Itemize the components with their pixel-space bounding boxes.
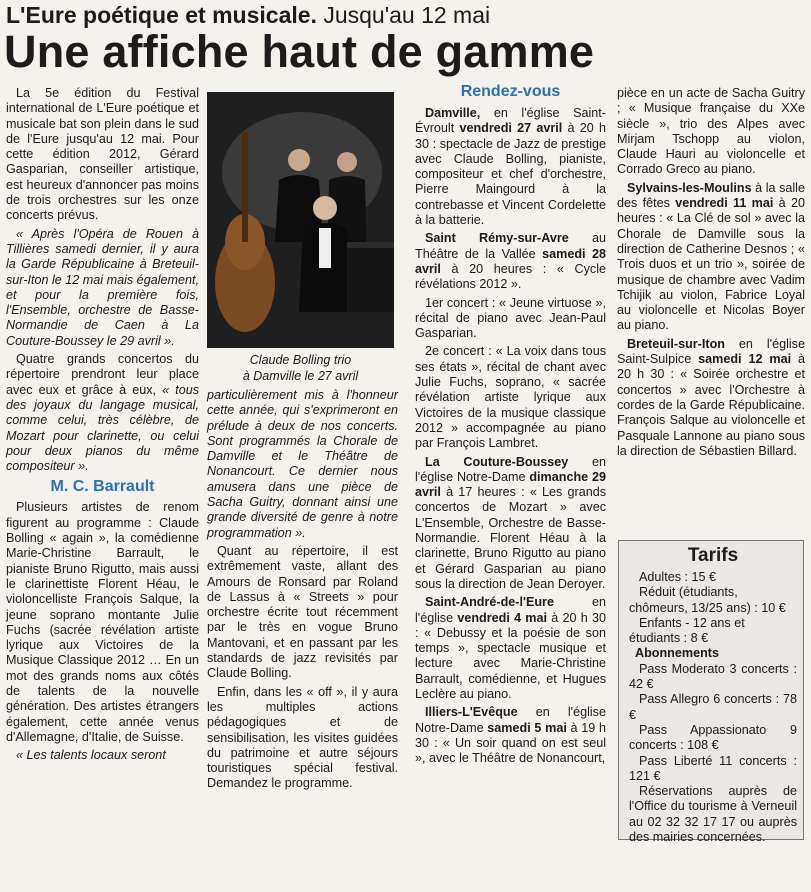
event-couture-place: La Couture-Boussey <box>425 454 569 469</box>
event-illiers-continued: pièce en un acte de Sacha Guitry ; « Musique française du XXe siècle », trio des Alpes avec Mirjam Tschopp au violon, Claude Hauri au violoncelle et Corrado Greco au piano. <box>617 86 805 177</box>
event-damville <box>415 106 606 228</box>
abonnements-heading: Abonnements <box>635 646 719 661</box>
kicker-title: L'Eure poétique et musicale. <box>6 2 317 28</box>
quote-paragraph: « Après l'Opéra de Rouen à Tillières samedi dernier, il y aura la Garde Républicaine à Breteuil-sur-Iton le 12 mai mais également, et pour la première fois, l'Ensemble, orchestre de Basse-Normandie de Caen à La Couture-Boussey le 29 avril ». <box>6 226 199 348</box>
trio-photo <box>207 92 394 348</box>
pass-appassionato: Pass Appassionato 9 concerts : 108 € <box>629 722 797 753</box>
event-couture-venue: en l'église Notre-Dame <box>415 454 606 484</box>
pass-liberte: Pass Liberté 11 concerts : 121 € <box>629 753 797 783</box>
event-breteuil-details: à 20 h 30 : « Soirée orchestre et concertos » avec l'Orchestre à cordes de la Garde Républicaine. François Salque au violoncelle et Pasquale Lannone au piano sous la direction de Sébastien Billard. <box>617 352 805 458</box>
tarif-adultes: Adultes : 15 € <box>639 570 717 584</box>
event-illiers-date: samedi 5 mai <box>487 720 567 735</box>
article-kicker <box>6 2 490 28</box>
event-illiers-details: à 19 h 30 : « Un soir quand on est seul », avec le Théâtre de Nonancourt, <box>415 720 606 766</box>
event-damville-venue: en l'église Saint-Évroult <box>415 106 606 136</box>
event-saint-andre-date: vendredi 4 mai <box>457 610 548 625</box>
off-paragraph: Enfin, dans les « off », il y aura les multiples actions pédagogiques et de sensibilisation, les visites guidées du patrimoine et autre séjours touristiques spécial festival. Demandez le programme. <box>207 684 398 791</box>
event-saint-remy-concert-2: 2e concert : « La voix dans tous ses états », récital de chant avec Julie Fuchs, soprano, « sacrée révélation artiste lyrique aux Victoires de la musique classique 2012 » accompagnée au piano par François Lambret. <box>415 344 606 451</box>
tarif-enfants: Enfants - 12 ans et étudiants : 8 € <box>629 615 745 646</box>
event-saint-remy-details: à 20 heures : « Cycle révélations 2012 ». <box>415 261 606 292</box>
event-illiers <box>415 705 606 766</box>
column-4 <box>617 86 805 462</box>
event-saint-remy-place: Saint Rémy-sur-Avre <box>425 231 569 246</box>
local-talent-continued: particulièrement mis à l'honneur cette année, qui s'exprimeront en prélude à deux de nos concerts. Sont programmés la Chorale de Damville et le Théâtre de Nonancourt. Ce dernier nous amusera dans une pièce de Sacha Guitry, donnant ainsi une grande diversité de genre à notre programmation ». <box>207 388 398 540</box>
caption-line-1: Claude Bolling trio <box>249 353 352 367</box>
event-damville-details: à 20 h 30 : spectacle de Jazz de prestige avec Claude Bolling, pianiste, compositeur et chef d'orchestre, Pierre Maingourd à la contrebasse et Vincent Cordelette à la batterie. <box>415 121 607 228</box>
photo-caption <box>207 352 394 384</box>
tarifs-box <box>618 540 804 845</box>
pass-moderato: Pass Moderato 3 concerts : 42 € <box>629 661 797 692</box>
tarifs-title: Tarifs <box>687 545 739 566</box>
event-saint-remy-date: samedi 28 avril <box>415 246 606 276</box>
event-sylvains-venue: à la salle des fêtes <box>617 180 805 211</box>
intro-paragraph: La 5e édition du Festival international de L'Eure poétique et musicale bat son plein dans le sud de l'Eure jusqu'au 12 mai. Pour cette édition 2012, Gérard Gasparian, conseiller artistique, est heureux d'annoncer pas moins de trois orchestres sur les onze concerts prévus. <box>6 86 199 223</box>
subhead-barrault: M. C. Barrault <box>50 478 155 496</box>
event-saint-andre <box>415 595 606 702</box>
event-illiers-venue: en l'église Notre-Dame <box>415 705 606 735</box>
trio-photo-illustration <box>207 92 394 348</box>
pass-allegro: Pass Allegro 6 concerts : 78 € <box>629 692 797 722</box>
event-saint-andre-venue: en l'église <box>415 595 606 625</box>
caption-line-2: à Damville le 27 avril <box>242 369 359 383</box>
column-1 <box>6 86 199 766</box>
event-damville-date: vendredi 27 avril <box>459 121 563 136</box>
artists-paragraph: Plusieurs artistes de renom figurent au programme : Claude Bolling « again », la comédienne Marie-Christine Barrault, le pianiste Bruno Rigutto, mais aussi le clarinettiste Florent Héau, le violoncelliste François Salque, la jeune soprano montante Julie Fuchs (sacrée révélation artiste lyrique aux Victoires de la Musique Classique 2012 … En un mot des grands noms aux côtés de talents de la nouvelle génération. Des artistes étrangers également, cette année venus d'Allemagne, d'Italie, de Suisse. <box>6 500 199 744</box>
concertos-text: Quatre grands concertos du répertoire prendront leur place avec eux et grâce à eux, <box>6 352 199 397</box>
concertos-paragraph <box>6 352 199 474</box>
tarif-reduit: Réduit (étudiants, chômeurs, 13/25 ans) : 10 € <box>629 585 786 615</box>
event-illiers-place: Illiers-L'Evêque <box>425 705 518 720</box>
kicker-date: Jusqu'au 12 mai <box>316 2 491 28</box>
event-damville-place: Damville, <box>425 106 481 120</box>
subhead-rendez-vous: Rendez-vous <box>460 83 561 100</box>
event-saint-andre-place: Saint-André-de-l'Eure <box>425 595 554 610</box>
event-breteuil-place: Breteuil-sur-Iton <box>627 336 725 351</box>
event-sylvains-date: vendredi 11 mai <box>675 196 774 211</box>
event-breteuil-venue: en l'église Saint-Sulpice <box>617 336 805 367</box>
event-saint-andre-details: à 20 h 30 : « Debussy et la poésie de son temps », spectacle musique et lecture avec Marie-Christine Barrault, comédienne, et Hugues Leclère au piano. <box>415 610 606 701</box>
reservations-info: Réservations auprès de l'Office du tourisme à Verneuil au 02 32 32 17 17 ou auprès des mairies concernées. <box>629 784 797 845</box>
event-couture-date: dimanche 29 avril <box>415 469 606 500</box>
event-breteuil-date: samedi 12 mai <box>698 352 792 367</box>
event-couture-boussey <box>415 455 606 593</box>
event-saint-remy <box>415 231 606 292</box>
local-talent-paragraph: « Les talents locaux seront <box>16 748 166 763</box>
concertos-quote: « tous des joyaux du langage musical, comme celui, très célèbre, de Mozart pour clarinette, ou celui pour deux pianos du même compositeur ». <box>6 382 200 474</box>
repertoire-paragraph: Quant au répertoire, il est extrêmement vaste, allant des Amours de Ronsard par Roland de Lassus à « Streets » pour orchestre écrite tout récemment par le très en vogue Bruno Mantovani, et en passant par les standards de jazz revisités par Claude Bolling. <box>207 543 398 681</box>
event-sylvains-place: Sylvains-les-Moulins <box>627 180 752 195</box>
event-breteuil <box>617 337 805 459</box>
event-sylvains-details: à 20 heures : « La Clé de sol » avec la Chorale de Damville sous la direction de Catherine Desnos ; « Trois duos et un trio », soirée de musique de chambre avec Vadim Tchijik au violon, Fabrice Loyal au violoncelle et Nicolas Boyer au piano. <box>617 196 805 333</box>
column-3 <box>415 82 606 769</box>
event-sylvains <box>617 181 805 334</box>
column-2 <box>207 388 398 795</box>
event-saint-remy-venue: au Théâtre de la Vallée <box>415 231 606 261</box>
event-couture-details: à 17 heures : « Les grands concertos de Mozart » avec L'Ensemble, Orchestre de Basse-Normandie. Florent Héau à la clarinette, Bruno Rigutto au piano et Gérard Gasparian au piano sous la direction de Jean Deroyer. <box>415 485 606 591</box>
event-saint-remy-concert-1: 1er concert : « Jeune virtuose », récital de piano avec Jean-Paul Gasparian. <box>415 295 606 341</box>
article-headline: Une affiche haut de gamme <box>4 26 595 77</box>
